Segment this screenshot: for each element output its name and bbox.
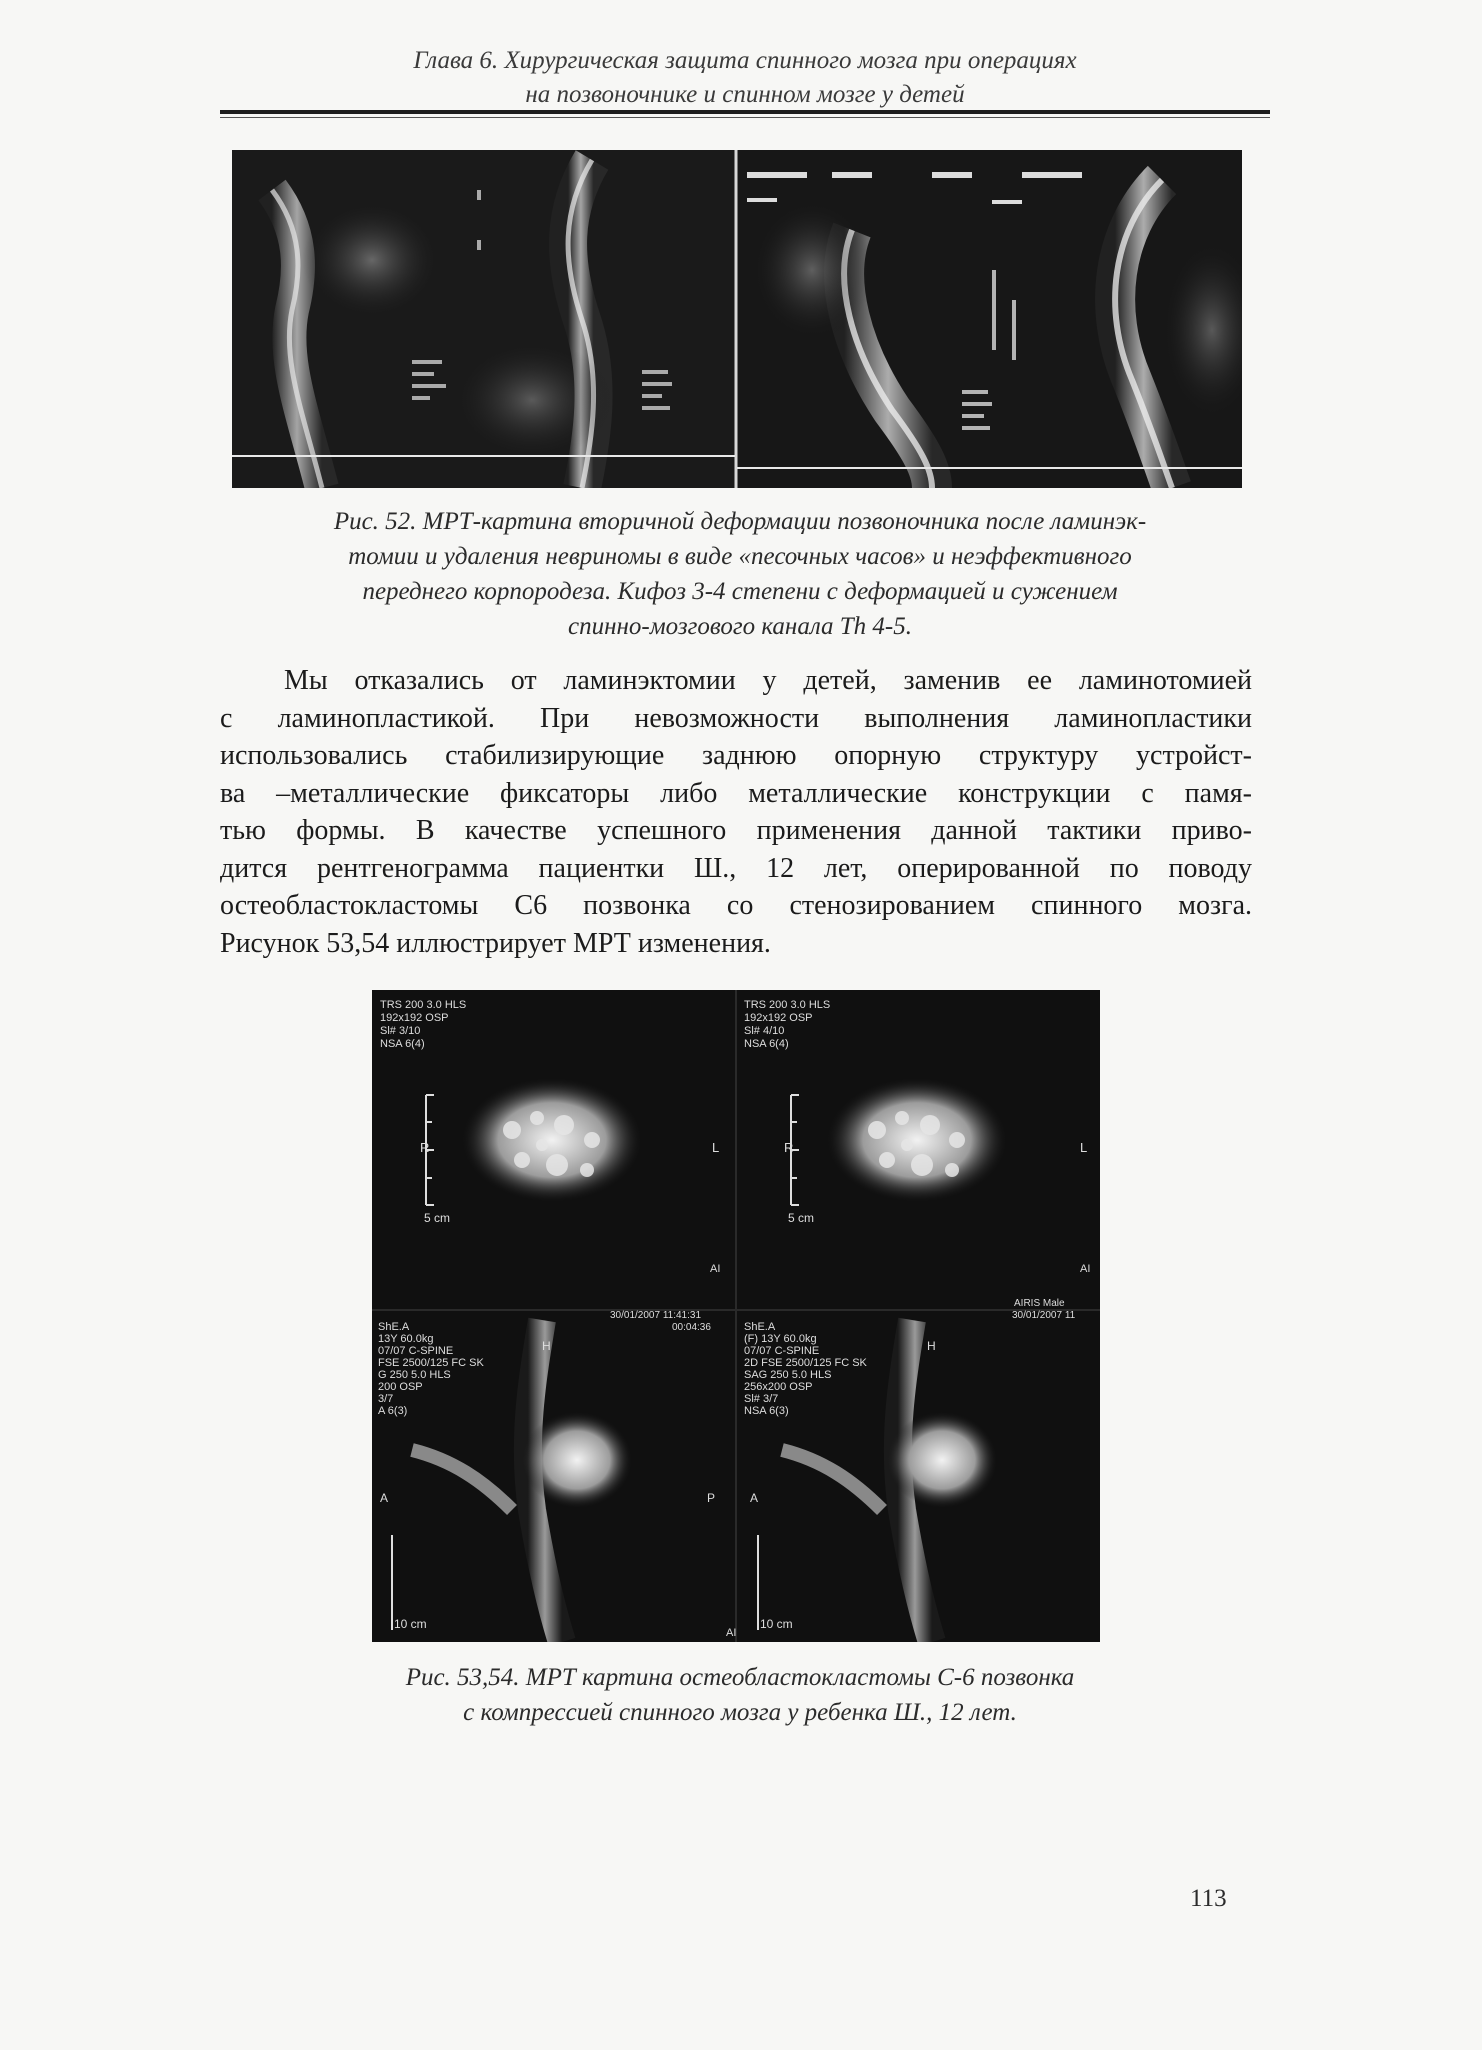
orientation-r-right: R [784, 1140, 794, 1155]
caption-line: с компрессией спинного мозга у ребенка Ш., 12 лет. [463, 1699, 1017, 1726]
figure-53-54-caption [300, 1660, 1180, 1730]
body-line: Рисунок 53,54 иллюстрирует МРТ изменения. [220, 927, 771, 959]
overlay-br-info-6: 256x200 OSP [744, 1381, 813, 1393]
header-rule [220, 110, 1270, 114]
body-line: ва –металлические фиксаторы либо металлические конструкции с памя- [220, 777, 1252, 809]
header-rule-thin [220, 117, 1270, 118]
overlay-mid-left-2: 00:04:36 [672, 1322, 711, 1333]
orientation-ai-bottom: AI [726, 1627, 737, 1639]
overlay-tr-info-3: Sl# 4/10 [744, 1025, 785, 1037]
orientation-l-right: L [1080, 1140, 1088, 1155]
running-head [220, 44, 1270, 112]
body-line: Мы отказались от ламинэктомии у детей, заменив ее ламинотомией [284, 665, 1252, 696]
orientation-a-left: A [380, 1491, 389, 1505]
overlay-br-info-2: (F) 13Y 60.0kg [744, 1333, 817, 1345]
overlay-br-info-5: SAG 250 5.0 HLS [744, 1369, 832, 1381]
figure-53-54-mri-image [372, 990, 1100, 1642]
orientation-h-left: H [542, 1339, 551, 1353]
overlay-br-info-7: Sl# 3/7 [744, 1393, 779, 1405]
overlay-mid-right-2: 30/01/2007 11 [1012, 1310, 1076, 1321]
running-head-line-2: на позвоночнике и спинном мозге у детей [525, 81, 965, 108]
body-line: дится рентгенограмма пациентки Ш., 12 лет, оперированной по поводу [220, 852, 1252, 884]
caption-line: спинно-мозгового канала Th 4-5. [567, 613, 913, 640]
overlay-tr-info-2: 192x192 OSP [744, 1012, 813, 1024]
overlay-br-info-3: 07/07 C-SPINE [744, 1345, 820, 1357]
overlay-tl-info-4: NSA 6(4) [380, 1038, 425, 1050]
body-line: остеобластокластомы С6 позвонка со стенозированием спинного мозга. [220, 890, 1252, 921]
figure-52-caption [230, 504, 1250, 644]
overlay-mid-left-1: 30/01/2007 11:41:31 [610, 1310, 702, 1321]
running-head-line-1: Глава 6. Хирургическая защита спинного мозга при операциях [413, 47, 1077, 74]
orientation-l-left: L [712, 1140, 720, 1155]
scale-10cm-left: 10 cm [394, 1617, 427, 1631]
overlay-br-info-1: ShE.A [744, 1321, 776, 1333]
overlay-mid-right-1: AIRIS Male [1014, 1298, 1065, 1309]
overlay-bl-info-3: 07/07 C-SPINE [378, 1345, 454, 1357]
orientation-h-right: H [927, 1339, 936, 1353]
overlay-bl-info-4: FSE 2500/125 FC SK [378, 1357, 484, 1369]
figure-52-mri-image [232, 150, 1242, 488]
orientation-r-left: R [420, 1140, 430, 1155]
overlay-bl-info-8: A 6(3) [378, 1405, 408, 1417]
overlay-br-info-8: NSA 6(3) [744, 1405, 789, 1417]
orientation-ai-mid-right: AI [1080, 1263, 1091, 1275]
scale-5cm-left: 5 cm [424, 1211, 451, 1225]
overlay-bl-info-6: 200 OSP [378, 1381, 423, 1393]
orientation-ai-mid-left: AI [710, 1263, 721, 1275]
body-line: с ламинопластикой. При невозможности выполнения ламинопластики [220, 702, 1252, 734]
overlay-bl-info-5: G 250 5.0 HLS [378, 1369, 451, 1381]
orientation-p-left: P [707, 1491, 716, 1505]
caption-line: томии и удаления невриномы в виде «песочных часов» и неэффективного [348, 543, 1132, 570]
body-line: использовались стабилизирующие заднюю опорную структуру устройст- [220, 740, 1252, 771]
body-line: тью формы. В качестве успешного применения данной тактики приво- [220, 815, 1252, 846]
orientation-a-right: A [750, 1491, 759, 1505]
overlay-tr-info-4: NSA 6(4) [744, 1038, 789, 1050]
caption-line: переднего корпородеза. Кифоз 3-4 степени с деформацией и сужением [362, 578, 1118, 605]
overlay-bl-info-1: ShE.A [378, 1321, 410, 1333]
overlay-bl-info-2: 13Y 60.0kg [378, 1333, 434, 1345]
scale-10cm-right: 10 cm [760, 1617, 793, 1631]
overlay-tl-info-2: 192x192 OSP [380, 1012, 449, 1024]
caption-line: Рис. 52. МРТ-картина вторичной деформации позвоночника после ламинэк- [333, 508, 1147, 535]
overlay-br-info-4: 2D FSE 2500/125 FC SK [744, 1357, 867, 1369]
caption-line: Рис. 53,54. МРТ картина остеобластокластомы С-6 позвонка [405, 1664, 1075, 1691]
scale-5cm-right: 5 cm [788, 1211, 815, 1225]
overlay-tr-info-1: TRS 200 3.0 HLS [744, 999, 831, 1011]
overlay-tl-info-1: TRS 200 3.0 HLS [380, 999, 467, 1011]
body-paragraph [220, 662, 1252, 962]
page-number: 113 [1190, 1885, 1227, 1912]
overlay-tl-info-3: Sl# 3/10 [380, 1025, 421, 1037]
overlay-bl-info-7: 3/7 [378, 1393, 394, 1405]
